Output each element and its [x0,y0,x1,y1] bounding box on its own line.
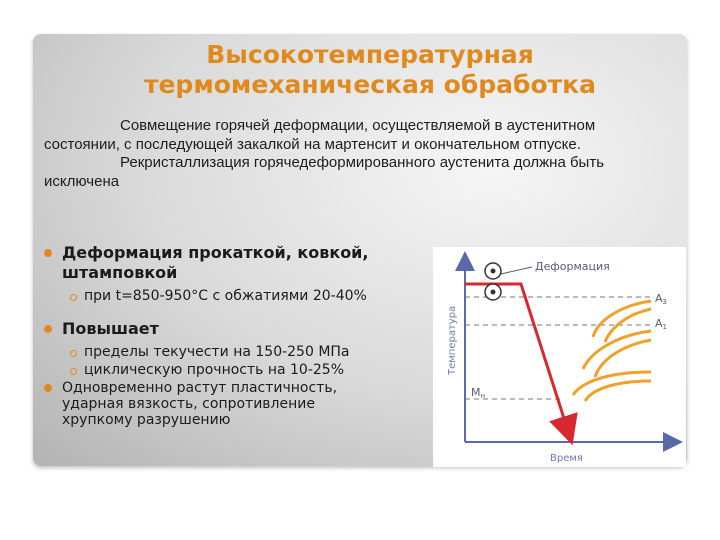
sub-bullet-cyclic [42,361,437,379]
y-axis-label: Температура [447,305,458,375]
c-curve-5 [573,372,651,395]
sub-bullet-temperature [42,287,437,305]
bullet-simultaneous-line-3: хрупкому разрушению [62,412,231,428]
x-axis-label: Время [550,453,583,464]
c-curve-6 [585,381,651,401]
intro-paragraph-1: Совмещение горячей деформации, осуществляемой в аустенитном состоянии, с последующей закалкой на мартенсит и окончательном отпуске. [44,117,596,153]
intro-paragraph-2: Рекристаллизация горячедеформированного аустенита должна быть исключена [44,154,605,190]
title-line-1: Высокотемпературная [206,40,534,69]
intro-text [44,117,654,191]
bullet-simultaneous [42,380,437,428]
bullet-deformation-line-1: Деформация прокаткой, ковкой, [62,243,369,262]
bullet-deformation-line-2: штамповкой [62,263,178,282]
sub-bullet-circle-icon [70,350,77,357]
bullet-deformation [42,243,437,283]
ms-label: Mн [471,386,486,400]
sub-bullet-yield-text: пределы текучести на 150-250 МПа [84,344,350,360]
bullet-simultaneous-line-2: ударная вязкость, сопротивление [62,396,315,412]
a3-label: A3 [655,292,667,306]
roll-marker-center-icon [491,290,496,295]
sub-bullet-circle-icon [70,368,77,375]
bullet-simultaneous-line-1: Одновременно растут пластичность, [62,380,338,396]
slide-title [90,40,650,100]
bullet-dot-icon [44,384,52,392]
bullet-increase [42,319,437,339]
deformation-label: Деформация [535,260,610,273]
ttt-diagram [433,247,686,467]
deformation-pointer [501,267,532,274]
title-line-2: термомеханическая обработка [143,70,596,99]
process-path [465,284,568,431]
sub-bullet-yield [42,343,437,361]
bullet-dot-icon [44,249,52,257]
sub-bullet-temperature-text: при t=850-950°С с обжатиями 20-40% [84,288,367,304]
diagram-canvas [433,247,686,467]
sub-bullet-cyclic-text: циклическую прочность на 10-25% [84,362,345,378]
bullet-list [42,243,437,428]
bullet-dot-icon [44,325,52,333]
roll-marker-center-icon [491,269,496,274]
sub-bullet-circle-icon [70,294,77,301]
a1-label: A1 [655,317,667,331]
bullet-increase-label: Повышает [62,319,159,338]
